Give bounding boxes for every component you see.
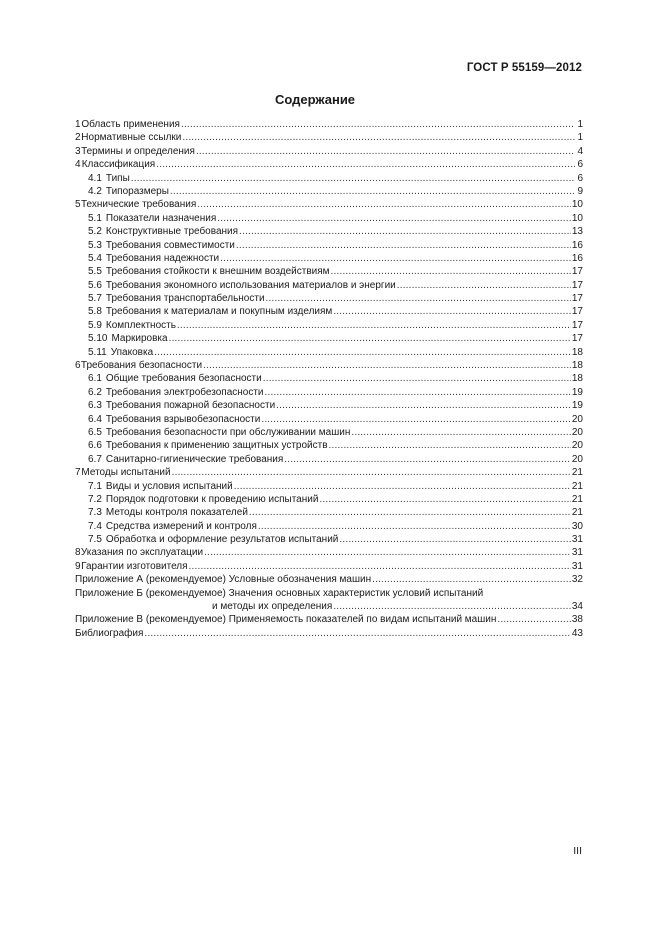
toc-entry-title: Виды и условия испытаний [105,480,233,492]
toc-entry-number: 5.4 [88,252,102,264]
dot-leader [351,426,571,439]
toc-entry-number: 3 [75,145,81,157]
dot-leader [172,466,571,479]
dot-leader [170,185,575,198]
page-number: III [573,845,582,857]
toc-entry-page: 31 [571,560,583,572]
dot-leader [263,372,571,385]
toc-entry-page: 34 [571,601,583,613]
document-id: ГОСТ Р 55159—2012 [466,62,582,74]
toc-entry-title: Технические требования [81,199,197,211]
dot-leader [169,332,571,345]
toc-entry[interactable] [75,613,583,626]
dot-leader [144,627,570,640]
toc-entry-number: 1 [75,118,81,130]
toc-entry[interactable] [75,372,583,385]
dot-leader [276,399,571,412]
toc-entry-title: Требования совместимости [105,239,235,251]
toc-entry[interactable] [75,506,583,519]
toc-entry-number: 7.4 [88,520,102,532]
toc-entry-number: 4 [75,159,81,171]
toc-entry-page: 17 [571,319,583,331]
toc-entry[interactable] [75,480,583,493]
dot-leader [196,145,575,158]
toc-entry-title: Нормативные ссылки [81,132,182,144]
toc-entry[interactable] [75,145,583,158]
toc-entry-page: 18 [571,373,583,385]
toc-entry[interactable] [75,386,583,399]
dot-leader [156,158,575,171]
toc-entry[interactable] [75,279,583,292]
toc-entry-title: Термины и определения [81,145,195,157]
toc-entry-page: 9 [577,185,583,197]
toc-entry-number: 6.7 [88,453,102,465]
toc-entry-page: 18 [571,360,583,372]
toc-entry-title: Показатели назначения [105,212,217,224]
toc-entry-title-cont: и методы их определения [212,601,333,613]
toc-entry-number: 6.4 [88,413,102,425]
toc-entry-page: 43 [571,627,583,639]
toc-entry-title: Санитарно-гигиенические требования [105,453,284,465]
dot-leader [154,346,571,359]
toc-entry-title: Требования к применению защитных устройств [105,440,328,452]
toc-entry-number: 6 [75,360,81,372]
toc-entry[interactable] [75,332,583,345]
toc-entry[interactable] [75,587,583,614]
toc-entry-page: 32 [571,574,583,586]
dot-leader [333,600,571,613]
toc-entry-number: 6.5 [88,426,102,438]
toc-entry[interactable] [75,319,583,332]
toc-entry-title: Маркировка [111,333,168,345]
toc-entry-number: 4.1 [88,172,102,184]
toc-entry-title: Конструктивные требования [105,226,239,238]
toc-entry[interactable] [75,346,583,359]
toc-entry-title: Классификация [81,159,156,171]
toc-entry-page: 20 [571,453,583,465]
dot-leader [197,198,571,211]
toc-entry[interactable] [75,252,583,265]
toc-entry-page: 17 [571,333,583,345]
dot-leader [182,131,575,144]
toc-entry-title: Требования пожарной безопасности [105,400,276,412]
toc-entry[interactable] [75,399,583,412]
toc-entry[interactable] [75,118,583,131]
dot-leader [177,319,571,332]
toc-entry-title: Приложение В (рекомендуемое) Применяемость показателей по видам испытаний машин [75,614,497,626]
toc-entry-title: Обработка и оформление результатов испытаний [105,534,339,546]
dot-leader [236,239,571,252]
toc-entry-page: 19 [571,400,583,412]
toc-entry-number: 5.8 [88,306,102,318]
toc-entry[interactable] [75,239,583,252]
dot-leader [284,453,571,466]
toc-entry-number: 6.1 [88,373,102,385]
dot-leader [204,546,571,559]
dot-leader [181,118,575,131]
toc-entry[interactable] [75,426,583,439]
dot-leader [203,359,571,372]
dot-leader [497,613,571,626]
toc-entry-title: Приложение Б (рекомендуемое) Значения основных характеристик условий испытаний [75,587,484,599]
dot-leader [265,386,571,399]
toc-entry[interactable] [75,359,583,372]
toc-entry-page: 31 [571,534,583,546]
toc-entry-title: Требования транспортабельности [105,293,265,305]
toc-entry-title: Общие требования безопасности [105,373,262,385]
toc-entry[interactable] [75,305,583,318]
toc-entry[interactable] [75,533,583,546]
toc-entry-title: Область применения [81,118,180,130]
toc-entry-page: 17 [571,306,583,318]
toc-entry-title: Порядок подготовки к проведению испытаний [105,493,319,505]
toc-entry[interactable] [75,198,583,211]
toc-entry-page: 17 [571,279,583,291]
toc-entry[interactable] [75,131,583,144]
toc-entry-number: 5.10 [88,333,108,345]
toc-entry-page: 17 [571,293,583,305]
toc-entry-title: Методы контроля показателей [105,507,248,519]
toc-entry-page: 13 [571,226,583,238]
toc-entry-number: 5.5 [88,266,102,278]
toc-entry-page: 21 [571,467,583,479]
toc-entry[interactable] [75,265,583,278]
table-of-contents [75,118,583,640]
toc-entry-page: 16 [571,239,583,251]
toc-entry-page: 1 [577,132,583,144]
toc-entry[interactable] [75,185,583,198]
dot-leader [372,573,571,586]
toc-title: Содержание [274,92,356,107]
toc-entry-number: 9 [75,560,81,572]
toc-entry-title: Требования безопасности при обслуживании машин [105,426,351,438]
toc-entry[interactable] [75,547,583,560]
toc-entry-title: Упаковка [110,346,154,358]
toc-entry-page: 1 [577,118,583,130]
toc-entry-page: 20 [571,440,583,452]
toc-entry-page: 21 [571,480,583,492]
toc-entry-number: 8 [75,547,81,559]
toc-entry-number: 5.11 [88,346,107,358]
toc-entry[interactable] [75,466,583,479]
toc-entry[interactable] [75,493,583,506]
toc-entry-title: Требования надежности [105,252,220,264]
toc-entry-page: 10 [571,199,583,211]
toc-entry-number: 7.1 [88,480,102,492]
toc-entry-number: 6.6 [88,440,102,452]
toc-entry[interactable] [75,560,583,573]
dot-leader [333,305,571,318]
toc-entry[interactable] [75,453,583,466]
toc-entry-number: 5.3 [88,239,102,251]
toc-entry-number: 5.7 [88,293,102,305]
toc-entry-number: 5 [75,199,81,211]
dot-leader [249,506,571,519]
toc-entry-title: Требования стойкости к внешним воздействиям [105,266,330,278]
toc-entry-title: Гарантии изготовителя [81,560,188,572]
toc-entry-title: Комплектность [105,319,176,331]
dot-leader [329,439,571,452]
toc-entry-number: 6.2 [88,386,102,398]
toc-entry-page: 30 [571,520,583,532]
toc-entry-page: 21 [571,507,583,519]
toc-entry[interactable] [75,520,583,533]
toc-entry-title: Типы [105,172,130,184]
toc-entry-number: 6.3 [88,400,102,412]
dot-leader [331,265,571,278]
toc-entry[interactable] [75,292,583,305]
toc-entry-title: Библиография [75,627,144,639]
dot-leader [397,279,571,292]
toc-entry-number: 7.2 [88,493,102,505]
toc-entry-page: 31 [571,547,583,559]
dot-leader [234,480,571,493]
toc-entry[interactable] [75,573,583,586]
toc-entry-title: Требования взрывобезопасности [105,413,261,425]
toc-entry-title: Приложение А (рекомендуемое) Условные обозначения машин [75,574,372,586]
toc-entry-page: 20 [571,413,583,425]
toc-entry-page: 18 [571,346,583,358]
toc-entry-page: 21 [571,493,583,505]
dot-leader [217,212,571,225]
toc-entry-number: 7.5 [88,534,102,546]
toc-entry-number: 5.6 [88,279,102,291]
toc-entry-page: 6 [577,172,583,184]
dot-leader [258,520,571,533]
dot-leader [220,252,571,265]
toc-entry-number: 5.9 [88,319,102,331]
toc-entry-number: 4.2 [88,185,102,197]
toc-entry-title: Типоразмеры [105,185,169,197]
toc-entry-number: 7.3 [88,507,102,519]
dot-leader [189,560,571,573]
toc-entry-title: Требования электробезопасности [105,386,264,398]
toc-entry-title: Указания по эксплуатации [80,547,204,559]
toc-entry-title: Методы испытаний [81,467,171,479]
toc-entry[interactable] [75,225,583,238]
toc-entry-title: Средства измерений и контроля [105,520,257,532]
toc-entry[interactable] [75,158,583,171]
dot-leader [131,172,575,185]
dot-leader [339,533,570,546]
toc-entry-number: 5.2 [88,226,102,238]
dot-leader [261,413,571,426]
toc-entry-page: 38 [571,614,583,626]
toc-entry-title: Требования к материалам и покупным изделиям [105,306,333,318]
toc-entry-number: 7 [75,467,81,479]
toc-entry[interactable] [75,439,583,452]
toc-entry-number: 2 [75,132,81,144]
toc-entry[interactable] [75,212,583,225]
toc-entry-page: 20 [571,426,583,438]
toc-entry-page: 19 [571,386,583,398]
toc-entry[interactable] [75,627,583,640]
toc-entry-page: 16 [571,252,583,264]
toc-entry-title: Требования экономного использования материалов и энергии [105,279,396,291]
dot-leader [239,225,571,238]
toc-entry-page: 6 [577,159,583,171]
toc-entry-page: 17 [571,266,583,278]
toc-entry-title: Требования безопасности [80,360,203,372]
toc-entry[interactable] [75,413,583,426]
dot-leader [266,292,571,305]
toc-entry-page: 4 [577,145,583,157]
toc-entry[interactable] [75,172,583,185]
dot-leader [319,493,570,506]
toc-entry-number: 5.1 [88,212,102,224]
toc-entry-page: 10 [571,212,583,224]
